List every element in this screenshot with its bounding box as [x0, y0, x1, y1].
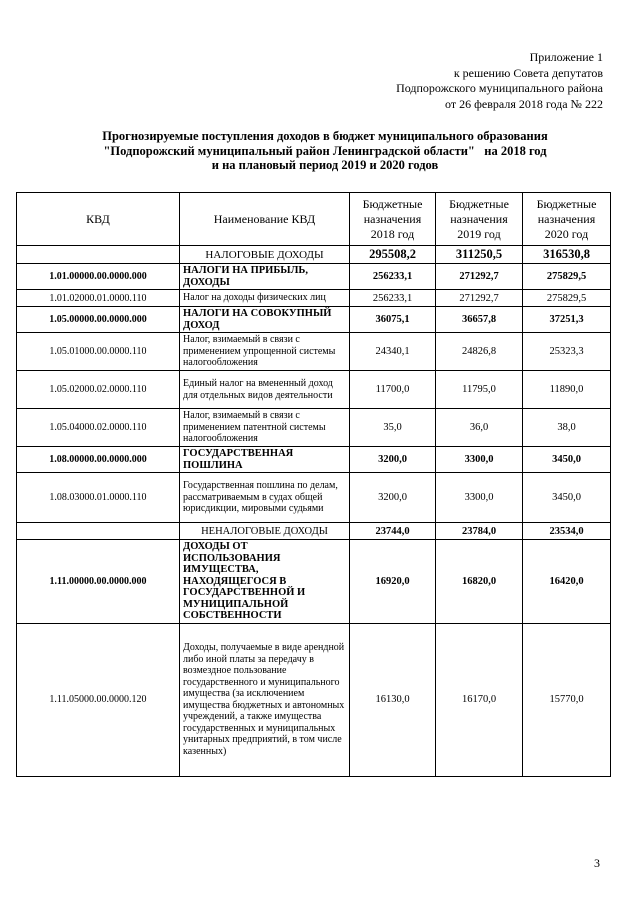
- row-value-2019: 24826,8: [436, 333, 523, 371]
- row-value-2020: 23534,0: [523, 523, 611, 540]
- appendix-line: от 26 февраля 2018 года № 222: [445, 96, 603, 111]
- row-value-2020: 16420,0: [523, 540, 611, 624]
- table-row: [17, 264, 611, 290]
- row-kvd-name: НАЛОГОВЫЕ ДОХОДЫ: [180, 246, 350, 264]
- row-value-2020: 25323,3: [523, 333, 611, 371]
- table-header-row: [17, 193, 611, 246]
- row-value-2020: 38,0: [523, 409, 611, 447]
- table-row: [17, 409, 611, 447]
- row-value-2020: 3450,0: [523, 473, 611, 523]
- row-kvd-code: 1.05.00000.00.0000.000: [17, 307, 180, 333]
- row-kvd-code: [17, 246, 180, 264]
- row-kvd-code: 1.01.02000.01.0000.110: [17, 290, 180, 307]
- row-kvd-name: Государственная пошлина по делам, рассматриваемым в судах общей юрисдикции, мировыми судьями: [180, 473, 350, 523]
- table-row: [17, 290, 611, 307]
- row-kvd-name: ГОСУДАРСТВЕННАЯ ПОШЛИНА: [180, 447, 350, 473]
- table-row: [17, 371, 611, 409]
- table-row: [17, 447, 611, 473]
- row-kvd-name: ДОХОДЫ ОТ ИСПОЛЬЗОВАНИЯ ИМУЩЕСТВА, НАХОДЯЩЕГОСЯ В ГОСУДАРСТВЕННОЙ И МУНИЦИПАЛЬНОЙ СОБСТВЕННОСТИ: [180, 540, 350, 624]
- row-kvd-code: 1.05.02000.02.0000.110: [17, 371, 180, 409]
- row-value-2019: 11795,0: [436, 371, 523, 409]
- table-row: [17, 473, 611, 523]
- page-number: 3: [594, 856, 600, 870]
- appendix-header: [303, 50, 603, 112]
- header-2019: Бюджетные назначения 2019 год: [436, 193, 523, 246]
- row-value-2018: 3200,0: [350, 447, 436, 473]
- row-kvd-name: Налог, взимаемый в связи с применением патентной системы налогообложения: [180, 409, 350, 447]
- appendix-line: Подпорожского муниципального района: [396, 81, 603, 95]
- row-kvd-code: [17, 523, 180, 540]
- header-2020: Бюджетные назначения 2020 год: [523, 193, 611, 246]
- table-row: [17, 523, 611, 540]
- row-value-2020: 15770,0: [523, 623, 611, 776]
- row-value-2018: 256233,1: [350, 264, 436, 290]
- row-kvd-code: 1.05.01000.00.0000.110: [17, 333, 180, 371]
- row-kvd-name: Налог на доходы физических лиц: [180, 290, 350, 307]
- row-value-2018: 16130,0: [350, 623, 436, 776]
- row-value-2019: 36,0: [436, 409, 523, 447]
- row-kvd-code: 1.11.05000.00.0000.120: [17, 623, 180, 776]
- title-line: и на плановый период 2019 и 2020 годов: [211, 158, 439, 172]
- appendix-line: к решению Совета депутатов: [453, 65, 603, 80]
- header-kvd: КВД: [17, 193, 180, 246]
- row-kvd-code: 1.11.00000.00.0000.000: [17, 540, 180, 624]
- row-value-2019: 36657,8: [436, 307, 523, 333]
- row-value-2020: 3450,0: [523, 447, 611, 473]
- table-row: [17, 333, 611, 371]
- row-value-2019: 3300,0: [436, 447, 523, 473]
- header-2018: Бюджетные назначения 2018 год: [350, 193, 436, 246]
- row-value-2020: 316530,8: [523, 246, 611, 264]
- row-value-2018: 23744,0: [350, 523, 436, 540]
- header-name: Наименование КВД: [180, 193, 350, 246]
- budget-table: [16, 192, 611, 777]
- row-kvd-name: НАЛОГИ НА СОВОКУПНЫЙ ДОХОД: [180, 307, 350, 333]
- row-kvd-name: Налог, взимаемый в связи с применением упрощенной системы налогообложения: [180, 333, 350, 371]
- row-value-2018: 24340,1: [350, 333, 436, 371]
- row-value-2020: 275829,5: [523, 290, 611, 307]
- row-value-2019: 271292,7: [436, 290, 523, 307]
- row-kvd-code: 1.08.00000.00.0000.000: [17, 447, 180, 473]
- row-value-2018: 295508,2: [350, 246, 436, 264]
- row-value-2019: 311250,5: [436, 246, 523, 264]
- row-value-2019: 3300,0: [436, 473, 523, 523]
- table-row: [17, 307, 611, 333]
- table-row: [17, 246, 611, 264]
- row-value-2020: 37251,3: [523, 307, 611, 333]
- table-row: [17, 623, 611, 776]
- row-kvd-name: Доходы, получаемые в виде арендной либо иной платы за передачу в возмездное пользование государственного и муниципального имущества (за исключением имущества бюджетных и автономных учреждений, а также имущества государственных и муниципальных унитарных предприятий, в том числе казенных): [180, 623, 350, 776]
- row-kvd-code: 1.05.04000.02.0000.110: [17, 409, 180, 447]
- row-value-2018: 16920,0: [350, 540, 436, 624]
- row-value-2019: 16170,0: [436, 623, 523, 776]
- title-line: "Подпорожский муниципальный район Ленинградской области" на 2018 год: [103, 143, 547, 158]
- row-kvd-name: Единый налог на вмененный доход для отдельных видов деятельности: [180, 371, 350, 409]
- row-kvd-name: НЕНАЛОГОВЫЕ ДОХОДЫ: [180, 523, 350, 540]
- row-kvd-code: 1.01.00000.00.0000.000: [17, 264, 180, 290]
- row-kvd-code: 1.08.03000.01.0000.110: [17, 473, 180, 523]
- row-value-2019: 23784,0: [436, 523, 523, 540]
- row-value-2019: 271292,7: [436, 264, 523, 290]
- row-value-2020: 275829,5: [523, 264, 611, 290]
- row-value-2019: 16820,0: [436, 540, 523, 624]
- row-kvd-name: НАЛОГИ НА ПРИБЫЛЬ, ДОХОДЫ: [180, 264, 350, 290]
- row-value-2020: 11890,0: [523, 371, 611, 409]
- row-value-2018: 256233,1: [350, 290, 436, 307]
- row-value-2018: 36075,1: [350, 307, 436, 333]
- appendix-line: Приложение 1: [529, 50, 603, 64]
- document-title: [70, 129, 580, 173]
- row-value-2018: 35,0: [350, 409, 436, 447]
- row-value-2018: 3200,0: [350, 473, 436, 523]
- table-row: [17, 540, 611, 624]
- row-value-2018: 11700,0: [350, 371, 436, 409]
- title-line: Прогнозируемые поступления доходов в бюджет муниципального образования: [102, 129, 548, 143]
